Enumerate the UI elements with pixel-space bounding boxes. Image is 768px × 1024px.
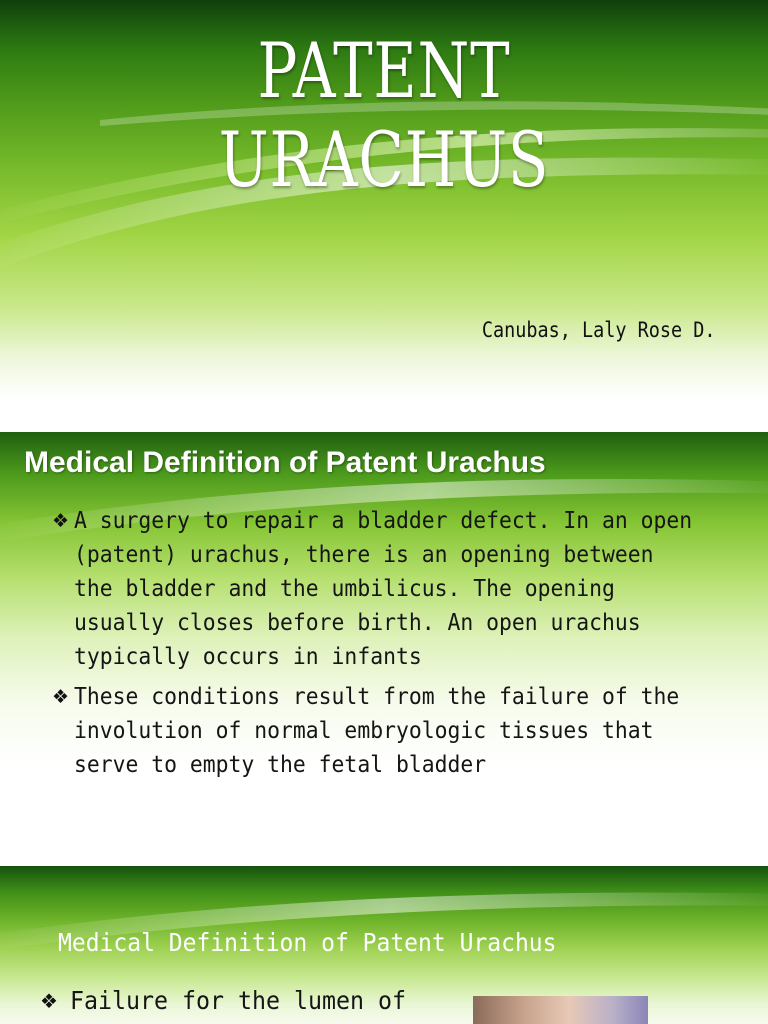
diamond-bullet-icon: ❖: [52, 686, 70, 708]
slide-title-text: PATENT URACHUS: [218, 26, 550, 204]
bullet-text: Failure for the lumen of: [70, 986, 406, 1015]
list-item: [52, 504, 742, 674]
slide-definition-continued: [0, 866, 768, 1024]
slide-title: [0, 0, 768, 408]
bullet-text: These conditions result from the failure of the involution of normal embryologic tissues that serve to empty the fetal bladder: [74, 684, 680, 778]
diamond-bullet-icon: ❖: [40, 989, 58, 1013]
author-name: Canubas, Laly Rose D.: [482, 318, 716, 342]
slide-definition: [0, 432, 768, 848]
slide-heading: Medical Definition of Patent Urachus: [24, 446, 546, 479]
bullet-text: A surgery to repair a bladder defect. In an open (patent) urachus, there is an opening between the bladder and the umbilicus. The opening usually closes before birth. An open urachus typically occurs in infants: [74, 508, 693, 670]
infant-photo: [473, 996, 648, 1024]
diamond-bullet-icon: ❖: [52, 510, 70, 532]
list-item: [40, 984, 470, 1018]
bullet-list: [52, 504, 742, 788]
slide-heading: Medical Definition of Patent Urachus: [58, 928, 557, 957]
list-item: [52, 680, 742, 782]
